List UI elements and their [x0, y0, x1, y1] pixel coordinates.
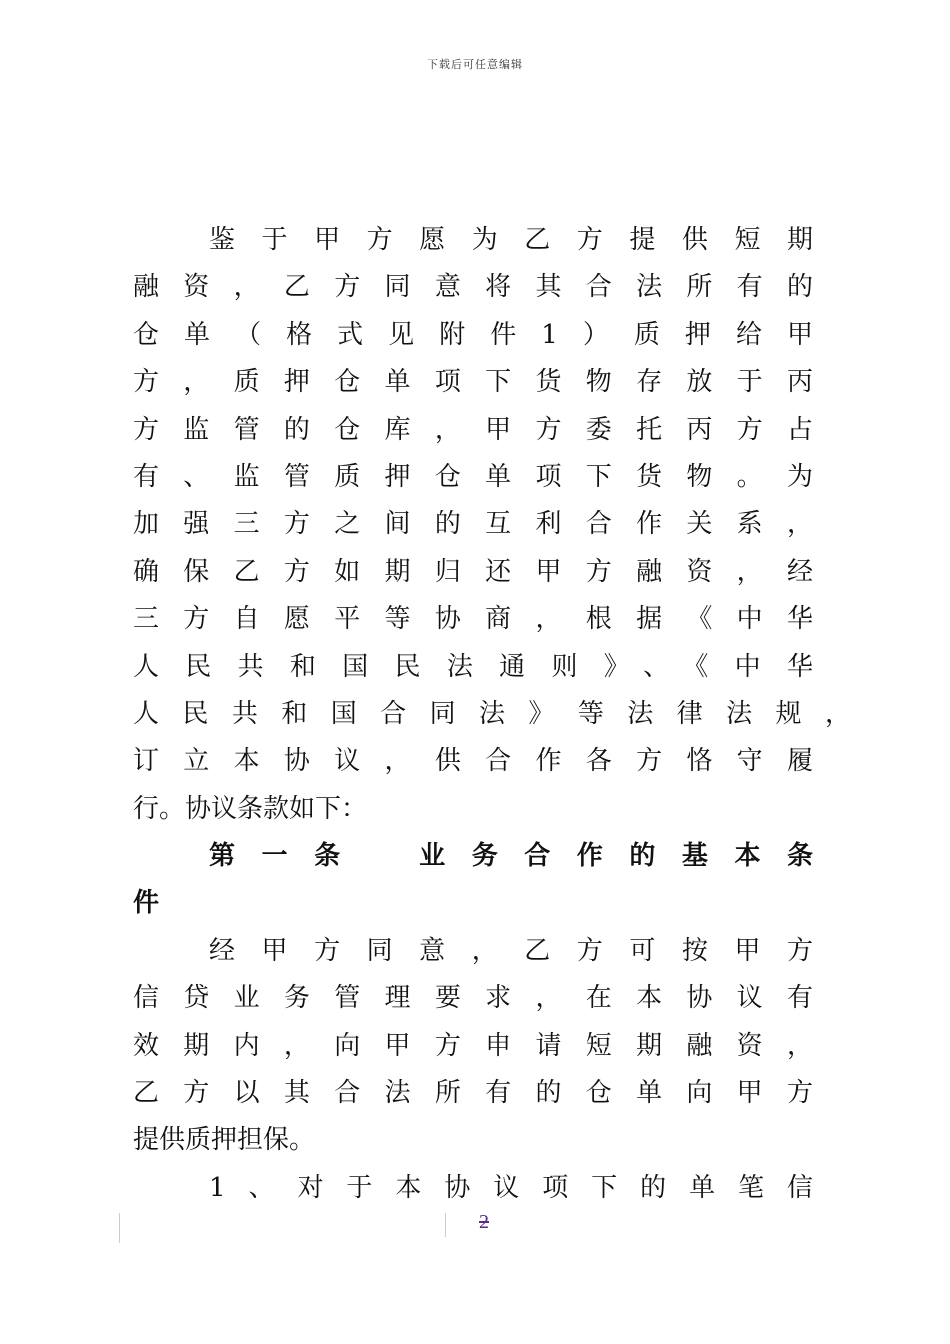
paragraph-line: 鉴于甲方愿为乙方提供短期	[209, 225, 813, 255]
paragraph-line: 行。协议条款如下：	[133, 793, 368, 824]
paragraph-line: 三方自愿平等协商，根据《中华	[133, 604, 813, 635]
paragraph-line: 加强三方之间的互利合作关系，	[133, 509, 813, 540]
paragraph-line: 1、对于本协议项下的单笔信	[209, 1172, 813, 1203]
footer-divider	[445, 1213, 446, 1237]
paragraph-line: 方监管的仓库，甲方委托丙方占	[133, 414, 813, 445]
section-heading: 件	[133, 888, 160, 919]
paragraph-line: 人民共和国合同法》等法律法规，	[133, 698, 851, 729]
paragraph-line: 方，质押仓单项下货物存放于丙	[133, 367, 813, 398]
section-heading: 第一条 业务合作的基本条	[209, 841, 813, 872]
paragraph-line: 订立本协议，供合作各方恪守履	[133, 746, 813, 777]
paragraph-line: 人民共和国民法通则》、《中华	[133, 651, 813, 682]
paragraph-line: 提供质押担保。	[133, 1125, 316, 1156]
header-note: 下载后可任意编辑	[427, 58, 523, 71]
paragraph-line: 有、监管质押仓单项下货物。为	[133, 461, 813, 492]
body-text	[133, 217, 851, 1212]
paragraph-line: 经甲方同意，乙方可按甲方	[209, 935, 813, 966]
paragraph-line: 效期内，向甲方申请短期融资，	[133, 1030, 813, 1061]
footer-margin-rule	[119, 1213, 120, 1243]
paragraph-line: 信贷业务管理要求，在本协议有	[133, 983, 813, 1014]
paragraph-line: 确保乙方如期归还甲方融资，经	[133, 556, 813, 587]
paragraph-line: 乙方以其合法所有的仓单向甲方	[133, 1078, 813, 1109]
page-number: 2	[479, 1211, 489, 1233]
paragraph-line: 仓单（格式见附件1）质押给甲	[133, 319, 813, 350]
paragraph-line: 融资，乙方同意将其合法所有的	[133, 272, 813, 303]
